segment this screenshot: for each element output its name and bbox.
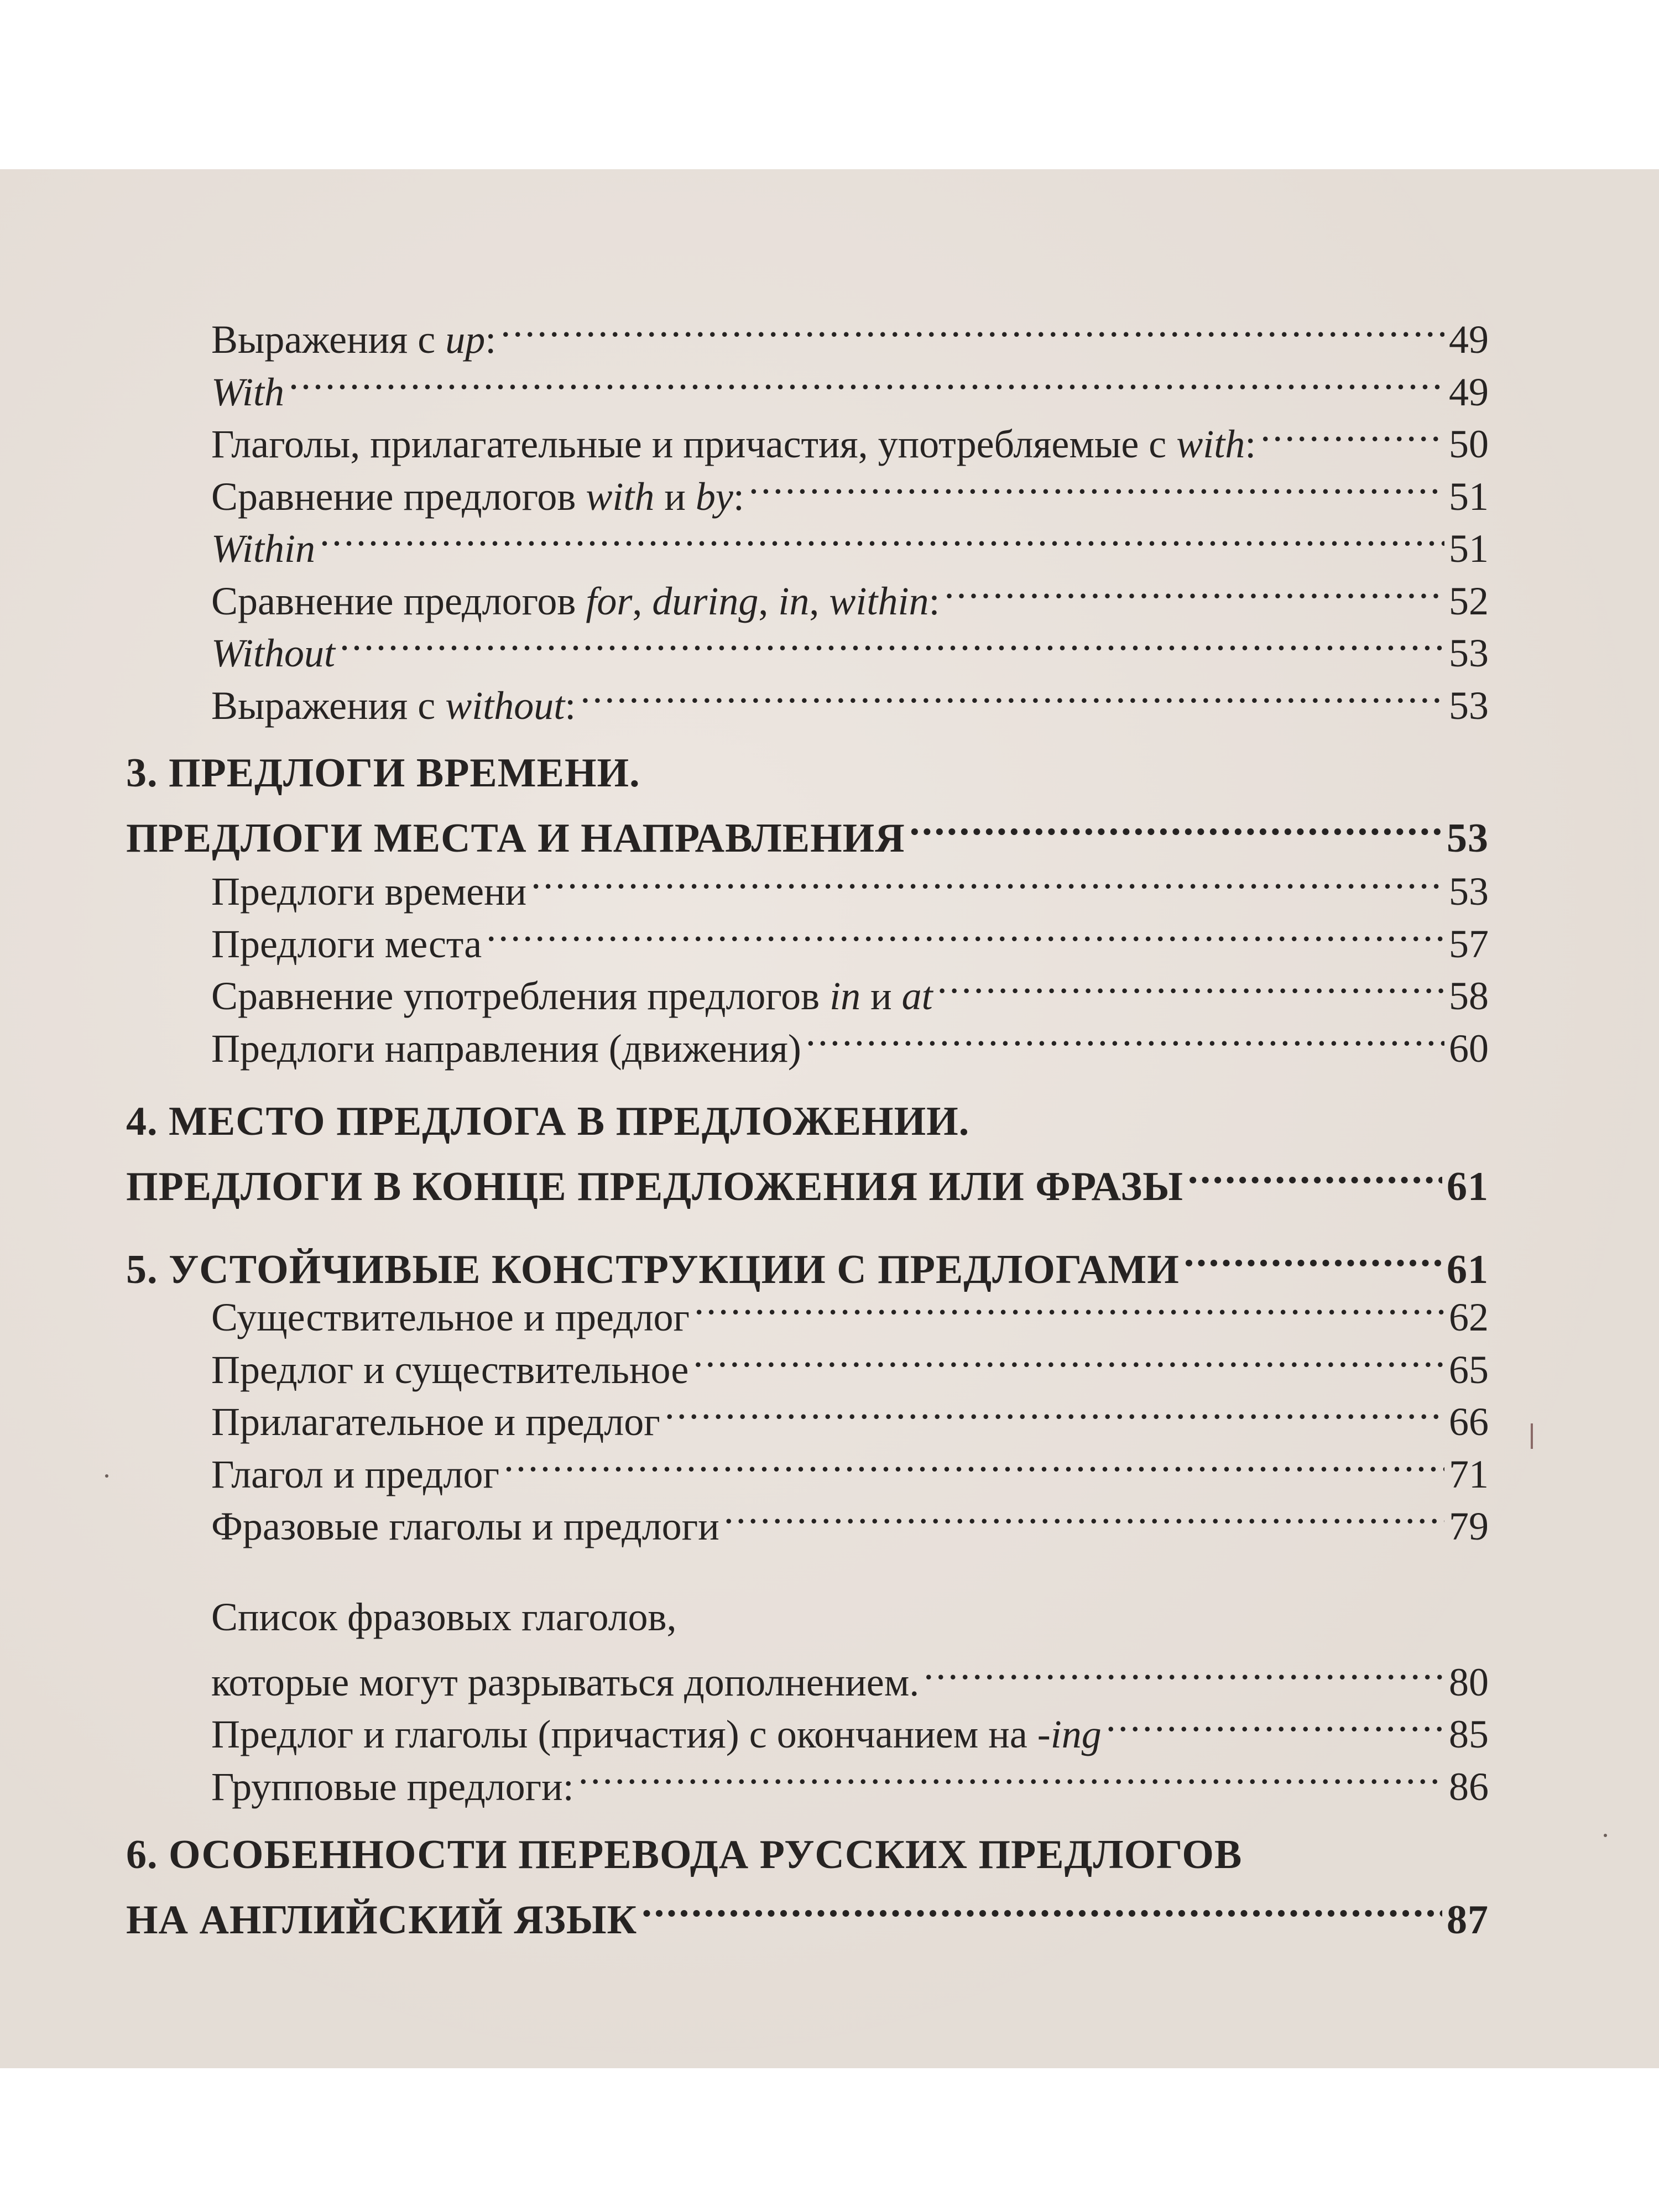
toc-entry-page-number: 49 — [1449, 369, 1489, 414]
dot-leader — [504, 1434, 1444, 1488]
dot-leader — [944, 561, 1444, 614]
toc-entry-page-number: 53 — [1449, 631, 1489, 675]
toc-entry-top-1 — [211, 352, 1489, 414]
toc-entry-page-number: 71 — [1449, 1452, 1489, 1496]
dot-leader — [486, 904, 1444, 957]
italic-term: at — [901, 974, 933, 1018]
toc-entry-page-number: 52 — [1449, 578, 1489, 623]
title-text: Глаголы, прилагательные и причастия, употребляемые с — [211, 422, 1177, 466]
dot-leader — [937, 956, 1444, 1009]
toc-entry-page-number: 79 — [1449, 1504, 1489, 1548]
toc-entry-page-number: 62 — [1449, 1295, 1489, 1339]
toc-entry-s5b-1 — [211, 1747, 1489, 1809]
toc-entry-top-2 — [211, 404, 1489, 466]
dot-leader — [340, 613, 1444, 666]
dot-leader — [693, 1330, 1444, 1383]
italic-term: With — [211, 369, 285, 414]
toc-entry-s3-0 — [211, 852, 1489, 914]
section-3-page-number: 53 — [1447, 816, 1489, 861]
toc-entry-title — [211, 1760, 574, 1813]
title-text: : — [1245, 422, 1256, 466]
title-text: Фразовые глаголы и предлоги — [211, 1504, 719, 1548]
title-text: Выражения с — [211, 683, 446, 728]
title-text: : — [928, 578, 940, 623]
paper-speck — [105, 1474, 108, 1478]
italic-term: in — [830, 974, 861, 1018]
toc-entry-page-number: 60 — [1449, 1026, 1489, 1071]
toc-entry-s5-0 — [211, 1277, 1489, 1339]
section-6-heading-line2: НА АНГЛИЙСКИЙ ЯЗЫК — [126, 1897, 638, 1943]
italic-term: with — [586, 474, 655, 519]
title-text: Предлог и существительное — [211, 1347, 689, 1392]
dot-leader — [531, 852, 1444, 905]
title-text: Сравнение предлогов — [211, 474, 586, 519]
toc-entry-s5b-0 — [211, 1694, 1489, 1756]
toc-entry-page-number: 53 — [1449, 869, 1489, 914]
toc-entry-top-6 — [211, 613, 1489, 675]
toc-entry-top-3 — [211, 457, 1489, 519]
section-5-heading-title: 5. УСТОЙЧИВЫЕ КОНСТРУКЦИИ С ПРЕДЛОГАМИ — [126, 1247, 1180, 1292]
toc-entry-s5-4 — [211, 1486, 1489, 1548]
toc-entry-page-number: 51 — [1449, 526, 1489, 571]
book-page — [0, 169, 1659, 2068]
toc-entry-page-number: 50 — [1449, 422, 1489, 466]
dot-leader — [1260, 404, 1444, 457]
section-5-page-number: 61 — [1447, 1247, 1489, 1292]
italic-term: Without — [211, 631, 336, 675]
title-text: : — [733, 474, 744, 519]
italic-term: by — [695, 474, 733, 519]
toc-entry-page-number: 51 — [1449, 474, 1489, 519]
toc-entry-title — [211, 679, 576, 732]
section-6-heading — [126, 1880, 1489, 1943]
italic-term: within — [829, 578, 929, 623]
section-6-heading-line1: 6. ОСОБЕННОСТИ ПЕРЕВОДА РУССКИХ ПРЕДЛОГОВ — [126, 1832, 1243, 1877]
title-text: , — [632, 578, 653, 623]
title-text: : — [565, 683, 576, 728]
margin-mark — [1531, 1423, 1533, 1449]
toc-entry-top-0 — [211, 300, 1489, 362]
italic-term: for — [586, 578, 633, 623]
italic-term: without — [445, 683, 565, 728]
section-4-heading — [126, 1147, 1489, 1209]
italic-term: Within — [211, 526, 316, 571]
toc-entry-page-number: 49 — [1449, 317, 1489, 362]
toc-entry-phrasal-list-line2: которые могут разрываться дополнением. — [211, 1660, 920, 1704]
italic-term: with — [1176, 422, 1245, 466]
toc-entry-page-number: 57 — [1449, 921, 1489, 966]
section-6-page-number: 87 — [1447, 1897, 1489, 1943]
dot-leader — [1184, 1230, 1442, 1283]
italic-term: during — [652, 578, 759, 623]
dot-leader — [749, 457, 1444, 510]
toc-entry-top-7 — [211, 666, 1489, 728]
toc-entry-s5-1 — [211, 1330, 1489, 1392]
toc-entry-page-number: 53 — [1449, 683, 1489, 728]
dot-leader — [694, 1277, 1444, 1331]
toc-entry-phrasal-list-line1: Список фразовых глаголов, — [211, 1595, 677, 1639]
dot-leader — [665, 1382, 1444, 1435]
toc-entry-page-number: 86 — [1449, 1764, 1489, 1809]
title-text: и — [860, 974, 902, 1018]
title-text: Глагол и предлог — [211, 1452, 499, 1496]
italic-term: -ing — [1037, 1712, 1102, 1756]
dot-leader — [320, 509, 1444, 562]
dot-leader — [580, 666, 1444, 719]
toc-entry-s5-2 — [211, 1382, 1489, 1444]
dot-leader — [910, 799, 1442, 852]
section-3-heading-line1: 3. ПРЕДЛОГИ ВРЕМЕНИ. — [126, 750, 640, 796]
section-4-heading-line1: 4. МЕСТО ПРЕДЛОГА В ПРЕДЛОЖЕНИИ. — [126, 1099, 970, 1144]
table-of-contents — [0, 169, 1659, 2068]
title-text: , — [809, 578, 830, 623]
dot-leader — [1106, 1694, 1444, 1747]
dot-leader — [641, 1880, 1442, 1933]
section-3-heading — [126, 799, 1489, 861]
toc-entry-page-number: 66 — [1449, 1400, 1489, 1444]
title-text: Предлог и глаголы (причастия) с окончанием на — [211, 1712, 1037, 1756]
title-text: Прилагательное и предлог — [211, 1400, 660, 1444]
title-text: Предлоги места — [211, 921, 482, 966]
section-4-page-number: 61 — [1447, 1164, 1489, 1209]
toc-entry-page-number: 80 — [1449, 1660, 1489, 1704]
title-text: Предлоги направления (движения) — [211, 1026, 801, 1071]
toc-entry-s3-3 — [211, 1009, 1489, 1071]
dot-leader — [1188, 1147, 1442, 1200]
toc-entry-phrasal-list — [211, 1642, 1489, 1704]
title-text: Сравнение употребления предлогов — [211, 974, 830, 1018]
title-text: Предлоги времени — [211, 869, 527, 914]
title-text: Существительное и предлог — [211, 1295, 690, 1339]
title-text: , — [758, 578, 779, 623]
dot-leader — [578, 1747, 1444, 1800]
title-text: Сравнение предлогов — [211, 578, 586, 623]
toc-entry-title — [211, 1022, 801, 1075]
toc-entry-top-5 — [211, 561, 1489, 623]
toc-entry-s5-3 — [211, 1434, 1489, 1496]
toc-entry-page-number: 65 — [1449, 1347, 1489, 1392]
dot-leader — [924, 1642, 1444, 1695]
toc-entry-title — [211, 1500, 719, 1553]
section-4-heading-line2: ПРЕДЛОГИ В КОНЦЕ ПРЕДЛОЖЕНИЯ ИЛИ ФРАЗЫ — [126, 1164, 1183, 1209]
toc-entry-s3-2 — [211, 956, 1489, 1018]
italic-term: in — [778, 578, 810, 623]
dot-leader — [724, 1486, 1444, 1540]
dot-leader — [289, 352, 1444, 405]
section-5-heading — [126, 1230, 1489, 1292]
toc-entry-page-number: 85 — [1449, 1712, 1489, 1756]
toc-entry-s3-1 — [211, 904, 1489, 966]
title-text: : — [485, 317, 497, 362]
title-text: Групповые предлоги: — [211, 1764, 574, 1809]
dot-leader — [500, 300, 1444, 353]
paper-speck — [1604, 1834, 1607, 1837]
toc-entry-top-4 — [211, 509, 1489, 571]
toc-entry-page-number: 58 — [1449, 974, 1489, 1018]
title-text: Выражения с — [211, 317, 446, 362]
section-3-heading-line2: ПРЕДЛОГИ МЕСТА И НАПРАВЛЕНИЯ — [126, 816, 905, 861]
dot-leader — [806, 1009, 1444, 1062]
italic-term: up — [445, 317, 486, 362]
title-text: и — [654, 474, 696, 519]
